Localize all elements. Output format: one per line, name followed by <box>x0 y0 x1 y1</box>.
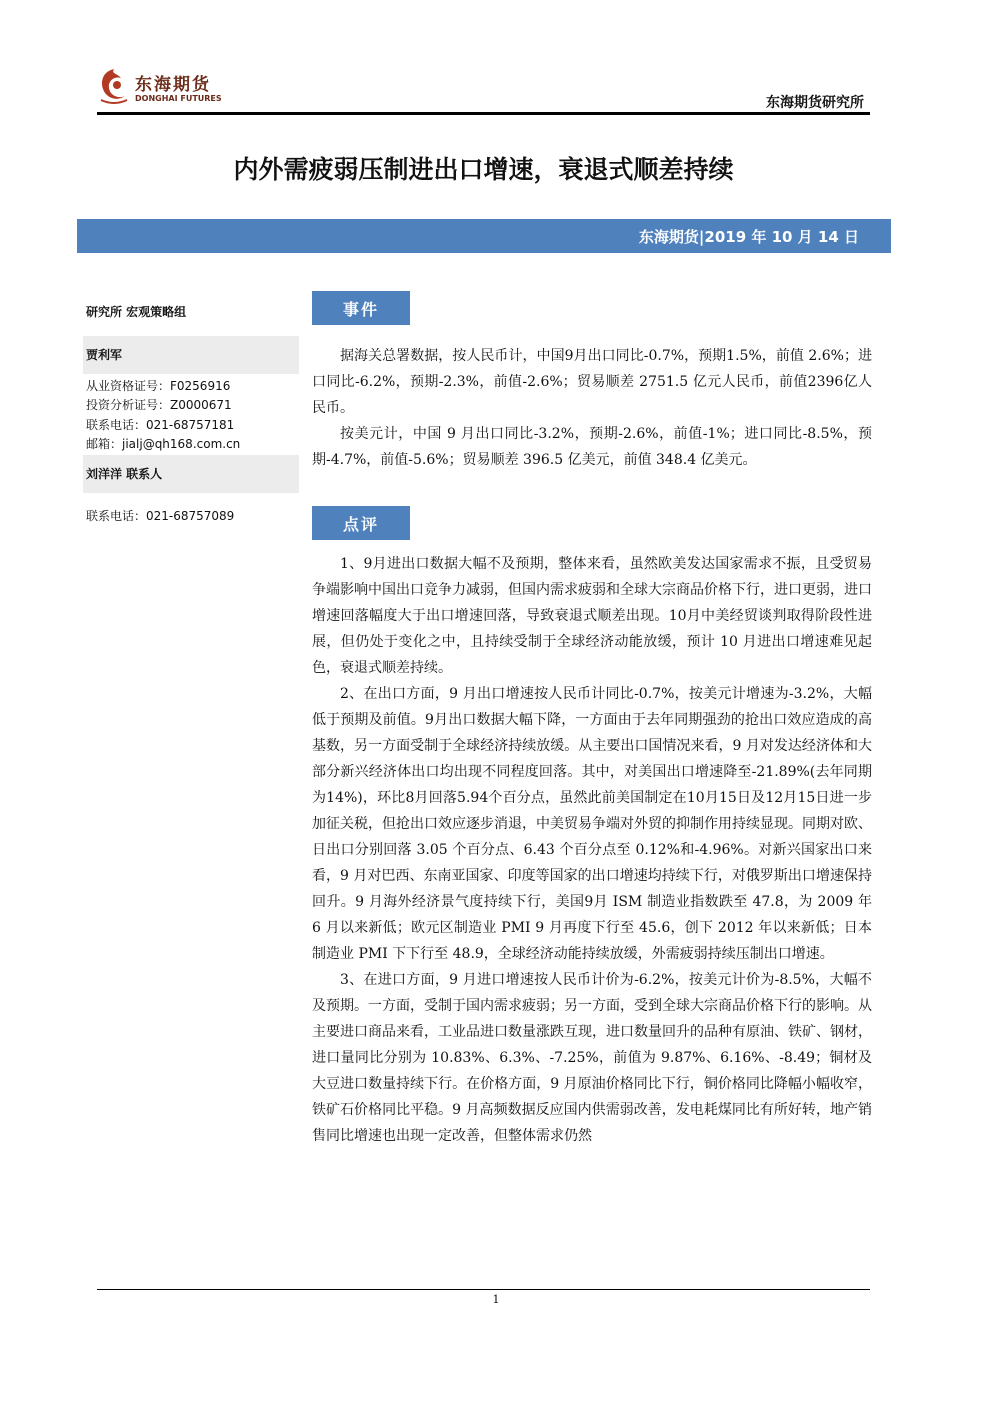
analyst1-name: 贾利军 <box>86 348 123 362</box>
analyst1-cert1: 从业资格证号：F0256916 <box>86 379 231 393</box>
header-rule <box>97 112 870 115</box>
event-section-tag <box>312 291 410 325</box>
institute-name: 东海期货研究所 <box>766 95 864 111</box>
page-number: 1 <box>492 1293 500 1306</box>
comment-section-label: 点评 <box>342 515 379 534</box>
comment-paragraph: 3、在进口方面，9 月进口增速按人民币计价为-6.2%，按美元计价为-8.5%，大幅不及预期。一方面，受制于国内需求疲弱；另一方面，受到全球大宗商品价格下行的影响。从主要进口商品来看，工业品进口数量涨跌互现，进口数量回升的品种有原油、铁矿、钢材，进口量同比分别为 10.83%、6.3%、-7.25%，前值为 9.87%、6.16%、-8.49；铜材及大豆进口数量持续下行。在价格方面，9 月原油价格同比下行，铜价格同比降幅小幅收窄，铁矿石价格同比平稳。9 月高频数据反应国内供需弱改善，发电耗煤同比有所好转，地产销售同比增速也出现一定改善，但整体需求仍然 <box>312 972 872 1144</box>
event-paragraph: 据海关总署数据，按人民币计，中国9月出口同比-0.7%，预期1.5%，前值 2.6%；进口同比-6.2%，预期-2.3%，前值-2.6%；贸易顺差 2751.5 亿元人民币，前值2396亿人民币。 <box>312 348 872 416</box>
donghai-logo <box>97 66 237 110</box>
logo-en-text: DONGHAI FUTURES <box>135 94 222 103</box>
report-title: 内外需疲弱压制进出口增速，衰退式顺差持续 <box>233 155 734 184</box>
page-header <box>97 62 870 114</box>
event-section-label: 事件 <box>342 300 379 319</box>
comment-paragraph: 2、在出口方面，9 月出口增速按人民币计同比-0.7%，按美元计增速为-3.2%，大幅低于预期及前值。9月出口数据大幅下降，一方面由于去年同期强劲的抢出口效应造成的高基数，另一方面受制于全球经济持续放缓。从主要出口国情况来看，9 月对发达经济体和大部分新兴经济体出口均出现不同程度回落。其中，对美国出口增速降至-21.89%(去年同期为14%)，环比8月回落5.94个百分点，虽然此前美国制定在10月15日及12月15日进一步加征关税，但抢出口效应逐步消退，中美贸易争端对外贸的抑制作用持续显现。同期对欧、日出口分别回落 3.05 个百分点、6.43 个百分点至 0.12%和-4.96%。对新兴国家出口来看，9 月对巴西、东南亚国家、印度等国家的出口增速均持续下行，对俄罗斯出口增速保持回升。9 月海外经济景气度持续下行，美国9月 ISM 制造业指数跌至 47.8，为 2009 年 6 月以来新低；欧元区制造业 PMI 9 月再度下行至 45.6，创下 2012 年以来新低；日本制造业 PMI 下下行至 48.9，全球经济动能持续放缓，外需疲弱持续压制出口增速。 <box>312 686 872 962</box>
footer-rule <box>97 1289 870 1290</box>
event-paragraph: 按美元计，中国 9 月出口同比-3.2%，预期-2.6%，前值-1%；进口同比-8.5%，预期-4.7%，前值-5.6%；贸易顺差 396.5 亿美元，前值 348.4 亿美元。 <box>312 426 872 468</box>
banner-text: 东海期货|2019 年 10 月 14 日 <box>638 228 859 246</box>
event-body <box>312 343 872 473</box>
department-label: 研究所 宏观策略组 <box>86 305 187 319</box>
comment-body <box>312 551 872 1149</box>
logo-cn-text: 东海期货 <box>135 75 211 95</box>
analyst1-bar <box>83 336 299 374</box>
comment-section-tag <box>312 506 410 540</box>
analyst2-name: 刘洋洋 联系人 <box>86 467 163 481</box>
analyst1-cert2: 投资分析证号：Z0000671 <box>86 398 232 412</box>
date-banner <box>77 219 891 253</box>
analyst2-bar <box>83 455 299 493</box>
analyst1-phone: 联系电话：021-68757181 <box>86 418 235 432</box>
analyst1-email: 邮箱：jialj@qh168.com.cn <box>86 437 241 451</box>
dragon-logo-icon <box>97 66 131 106</box>
analyst2-phone: 联系电话：021-68757089 <box>86 509 235 523</box>
comment-paragraph: 1、9月进出口数据大幅不及预期，整体来看，虽然欧美发达国家需求不振，且受贸易争端影响中国出口竞争力减弱，但国内需求疲弱和全球大宗商品价格下行，进口更弱，进口增速回落幅度大于出口增速回落，导致衰退式顺差出现。10月中美经贸谈判取得阶段性进展，但仍处于变化之中，且持续受制于全球经济动能放缓，预计 10 月进出口增速难见起色，衰退式顺差持续。 <box>312 556 872 676</box>
